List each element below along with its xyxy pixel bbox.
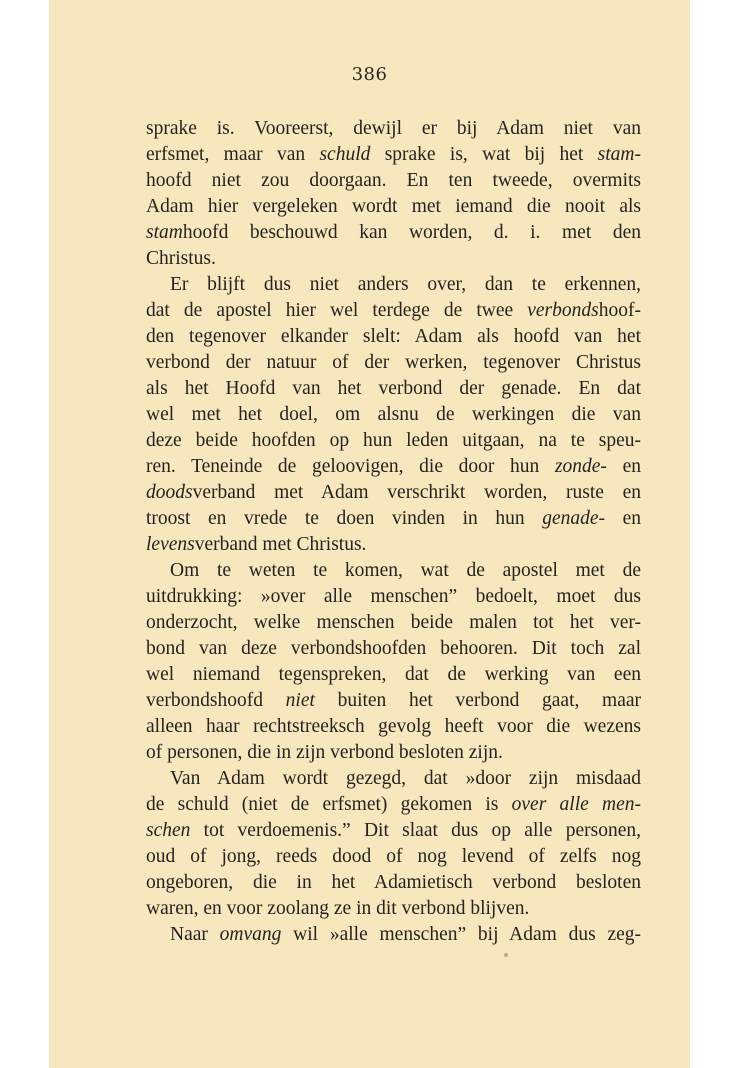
italic-text: omvang [219, 924, 282, 945]
text-line [146, 636, 641, 662]
text-segment: dat de apostel hier wel terdege de twee [146, 300, 528, 321]
text-segment: hoofd beschouwd kan worden, d. i. met den [182, 222, 641, 243]
text-segment: troost en vrede te doen vinden in hun [146, 508, 543, 529]
text-segment: Naar [170, 924, 220, 945]
italic-text: schen [146, 820, 191, 841]
text-line [146, 454, 641, 480]
text-segment: sprake is. Vooreerst, dewijl er bij Adam niet van [146, 118, 641, 139]
text-line [146, 272, 641, 298]
text-line [146, 532, 641, 558]
italic-text: zonde- [554, 456, 607, 477]
text-line [146, 246, 641, 272]
text-segment: wel met het doel, om alsnu de werkingen die van [146, 404, 641, 425]
text-line [146, 220, 641, 246]
text-segment: verbondshoofd [146, 690, 286, 711]
ink-speck [504, 953, 508, 957]
text-segment: Om te weten te komen, wat de apostel met de [170, 560, 641, 581]
text-line [146, 922, 641, 948]
book-page [49, 0, 690, 1068]
text-line [146, 350, 641, 376]
text-line [146, 324, 641, 350]
text-line [146, 662, 641, 688]
italic-text: stam [146, 222, 183, 243]
text-line [146, 870, 641, 896]
text-segment: verbond der natuur of der werken, tegenover Christus [146, 352, 641, 373]
italic-text: verbonds [527, 300, 599, 321]
page-number: 386 [351, 64, 388, 85]
text-segment: den tegenover elkander slelt: Adam als hoofd van het [146, 326, 641, 347]
text-line [146, 740, 641, 766]
text-segment: buiten het verbond gaat, maar [314, 690, 641, 711]
text-line [146, 896, 641, 922]
text-line [146, 298, 641, 324]
text-segment: en [605, 508, 641, 529]
text-segment: als het Hoofd van het verbond der genade. En dat [146, 378, 641, 399]
text-line [146, 428, 641, 454]
text-line [146, 558, 641, 584]
text-line [146, 766, 641, 792]
text-segment: onderzocht, welke menschen beide malen tot het ver- [146, 612, 641, 633]
italic-text: schuld [319, 144, 371, 165]
text-line [146, 792, 641, 818]
text-segment: Christus. [146, 248, 216, 269]
text-segment: waren, en voor zoolang ze in dit verbond blijven. [146, 898, 530, 919]
text-line [146, 142, 641, 168]
text-segment: bond van deze verbondshoofden behooren. Dit toch zal [146, 638, 641, 659]
italic-text: levens [146, 534, 195, 555]
text-segment: Er blijft dus niet anders over, dan te erkennen, [170, 274, 641, 295]
text-segment: Adam hier vergeleken wordt met iemand die nooit als [146, 196, 641, 217]
text-line [146, 688, 641, 714]
text-segment: erfsmet, maar van [146, 144, 320, 165]
text-segment: hoof- [598, 300, 641, 321]
text-segment: de schuld (niet de erfsmet) gekomen is [146, 794, 512, 815]
text-line [146, 480, 641, 506]
text-segment: alleen haar rechtstreeksch gevolg heeft voor die wezens [146, 716, 641, 737]
text-line [146, 194, 641, 220]
text-segment: sprake is, wat bij het [370, 144, 598, 165]
text-line [146, 506, 641, 532]
text-segment: deze beide hoofden op hun leden uitgaan, na te speu- [146, 430, 641, 451]
text-line [146, 168, 641, 194]
text-line [146, 402, 641, 428]
text-line [146, 844, 641, 870]
text-line [146, 610, 641, 636]
text-segment: hoofd niet zou doorgaan. En ten tweede, overmits [146, 170, 641, 191]
text-line [146, 714, 641, 740]
text-segment: uitdrukking: »over alle menschen” bedoelt, moet dus [146, 586, 641, 607]
text-line [146, 584, 641, 610]
text-segment: Van Adam wordt gezegd, dat »door zijn misdaad [170, 768, 641, 789]
italic-text: doods [146, 482, 193, 503]
text-segment: verband met Christus. [194, 534, 367, 555]
text-segment: oud of jong, reeds dood of nog levend of zelfs nog [146, 846, 641, 867]
text-segment: tot verdoemenis.” Dit slaat dus op alle personen, [190, 820, 641, 841]
italic-text: genade- [542, 508, 606, 529]
text-segment: ren. Teneinde de geloovigen, die door hun [146, 456, 555, 477]
italic-text: stam- [597, 144, 641, 165]
text-segment: of personen, die in zijn verbond besloten zijn. [146, 742, 503, 763]
italic-text: niet [285, 690, 315, 711]
text-segment: ongeboren, die in het Adamietisch verbond besloten [146, 872, 641, 893]
text-segment: en [606, 456, 641, 477]
text-line [146, 116, 641, 142]
text-segment: wil »alle menschen” bij Adam dus zeg- [281, 924, 641, 945]
body-text [146, 116, 641, 948]
text-segment: wel niemand tegenspreken, dat de werking van een [146, 664, 641, 685]
italic-text: over alle men- [511, 794, 642, 815]
text-line [146, 818, 641, 844]
text-line [146, 376, 641, 402]
text-segment: verband met Adam verschrikt worden, ruste en [192, 482, 641, 503]
